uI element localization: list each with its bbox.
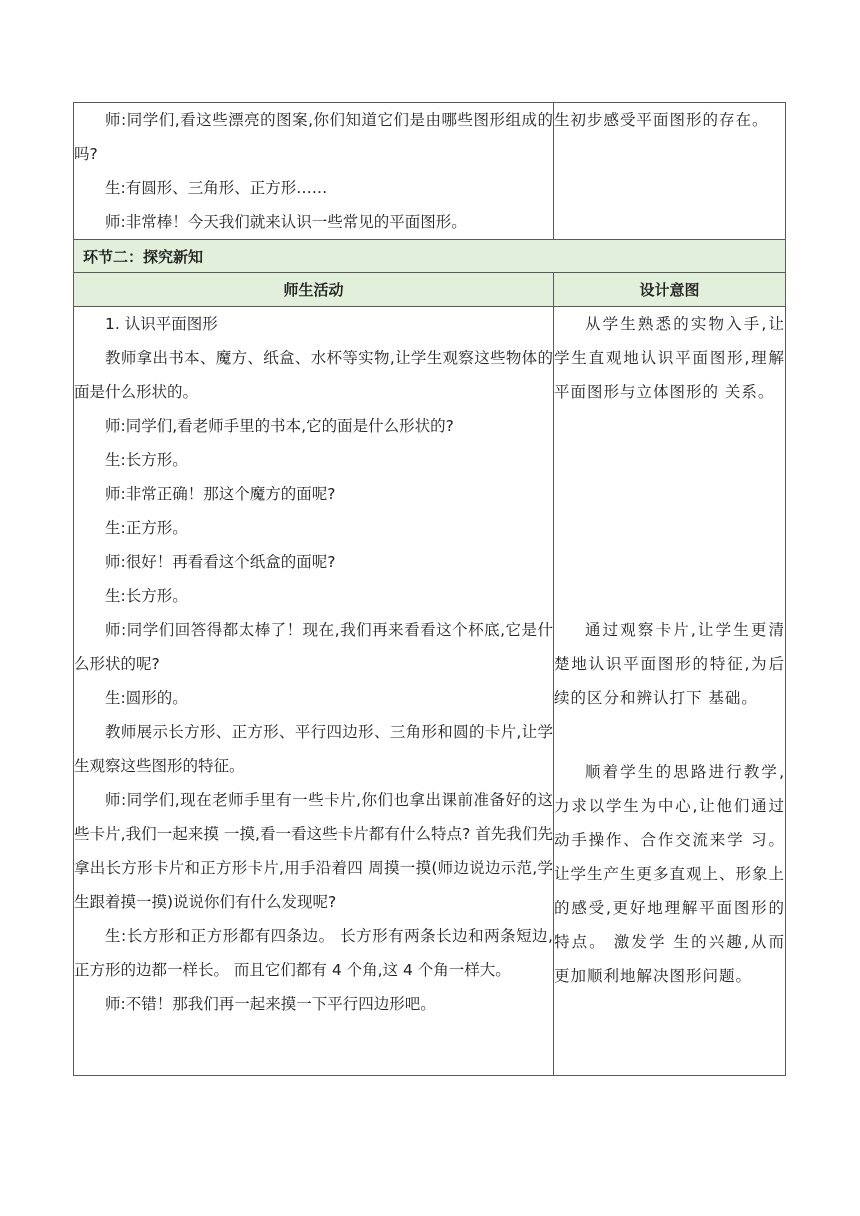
activity-paragraph: 生:正方形。 [105,519,188,537]
activity-paragraph: 生:长方形和正方形都有四条边。 长方形有两条长边和两条短边,正方形的边都一样长。 而且它们都有 4 个角,这 4 个角一样大。 [74,927,553,979]
activity-paragraph: 师:同学们,看老师手里的书本,它的面是什么形状的? [105,417,454,435]
content-row [74,307,786,1076]
intent-paragraph: 从学生熟悉的实物入手,让学生直观地认识平面图形,理解平面图形与立体图形的 关系。 [554,315,785,401]
intro-line: 生:有圆形、三角形、正方形…… [105,179,328,197]
header-activity: 师生活动 [74,273,554,307]
lesson-plan-table [73,102,786,1076]
intro-intent-cell [554,103,786,240]
activity-paragraph: 师:同学们回答得都太棒了！现在,我们再来看看这个杯底,它是什么形状的呢? [74,621,553,673]
activity-paragraph: 1. 认识平面图形 [105,315,218,333]
intro-line: 师:同学们,看这些漂亮的图案,你们知道它们是由哪些图形组成的吗? [74,111,553,163]
section-title: 环节二：探究新知 [74,240,786,273]
activity-paragraph: 生:圆形的。 [105,689,188,707]
activity-paragraph: 生:长方形。 [105,587,188,605]
activity-paragraph: 师:不错！那我们再一起来摸一下平行四边形吧。 [105,995,436,1013]
activity-paragraph: 生:长方形。 [105,451,188,469]
activity-paragraph: 教师展示长方形、正方形、平行四边形、三角形和圆的卡片,让学生观察这些图形的特征。 [74,723,553,775]
intent-cell [554,307,786,1076]
section-row [74,240,786,273]
intro-activity-cell [74,103,554,240]
activity-paragraph: 教师拿出书本、魔方、纸盒、水杯等实物,让学生观察这些物体的面是什么形状的。 [74,349,553,401]
intro-row [74,103,786,240]
intro-intent-text: 生初步感受平面图形的存在。 [554,111,769,129]
intent-paragraph: 顺着学生的思路进行教学,力求以学生为中心,让他们通过动手操作、合作交流来学 习。 让学生产生更多直观上、形象上的感受,更好地理解平面图形的特点。 激发学 生的兴趣,从而更加顺利地解决图形问题。 [554,763,786,985]
header-intent: 设计意图 [554,273,786,307]
activity-paragraph: 师:很好！再看看这个纸盒的面呢? [105,553,336,571]
intro-line: 师:非常棒！今天我们就来认识一些常见的平面图形。 [105,213,467,231]
activity-paragraph: 师:非常正确！那这个魔方的面呢? [105,485,336,503]
activity-cell [74,307,554,1076]
intent-paragraph: 通过观察卡片,让学生更清楚地认识平面图形的特征,为后续的区分和辨认打下 基础。 [554,621,785,707]
activity-paragraph: 师:同学们,现在老师手里有一些卡片,你们也拿出课前准备好的这些卡片,我们一起来摸 一摸,看一看这些卡片都有什么特点? 首先我们先拿出长方形卡片和正方形卡片,用手沿着四 周摸一摸(师边说边示范,学生跟着摸一摸)说说你们有什么发现呢? [74,791,553,911]
header-row [74,273,786,307]
